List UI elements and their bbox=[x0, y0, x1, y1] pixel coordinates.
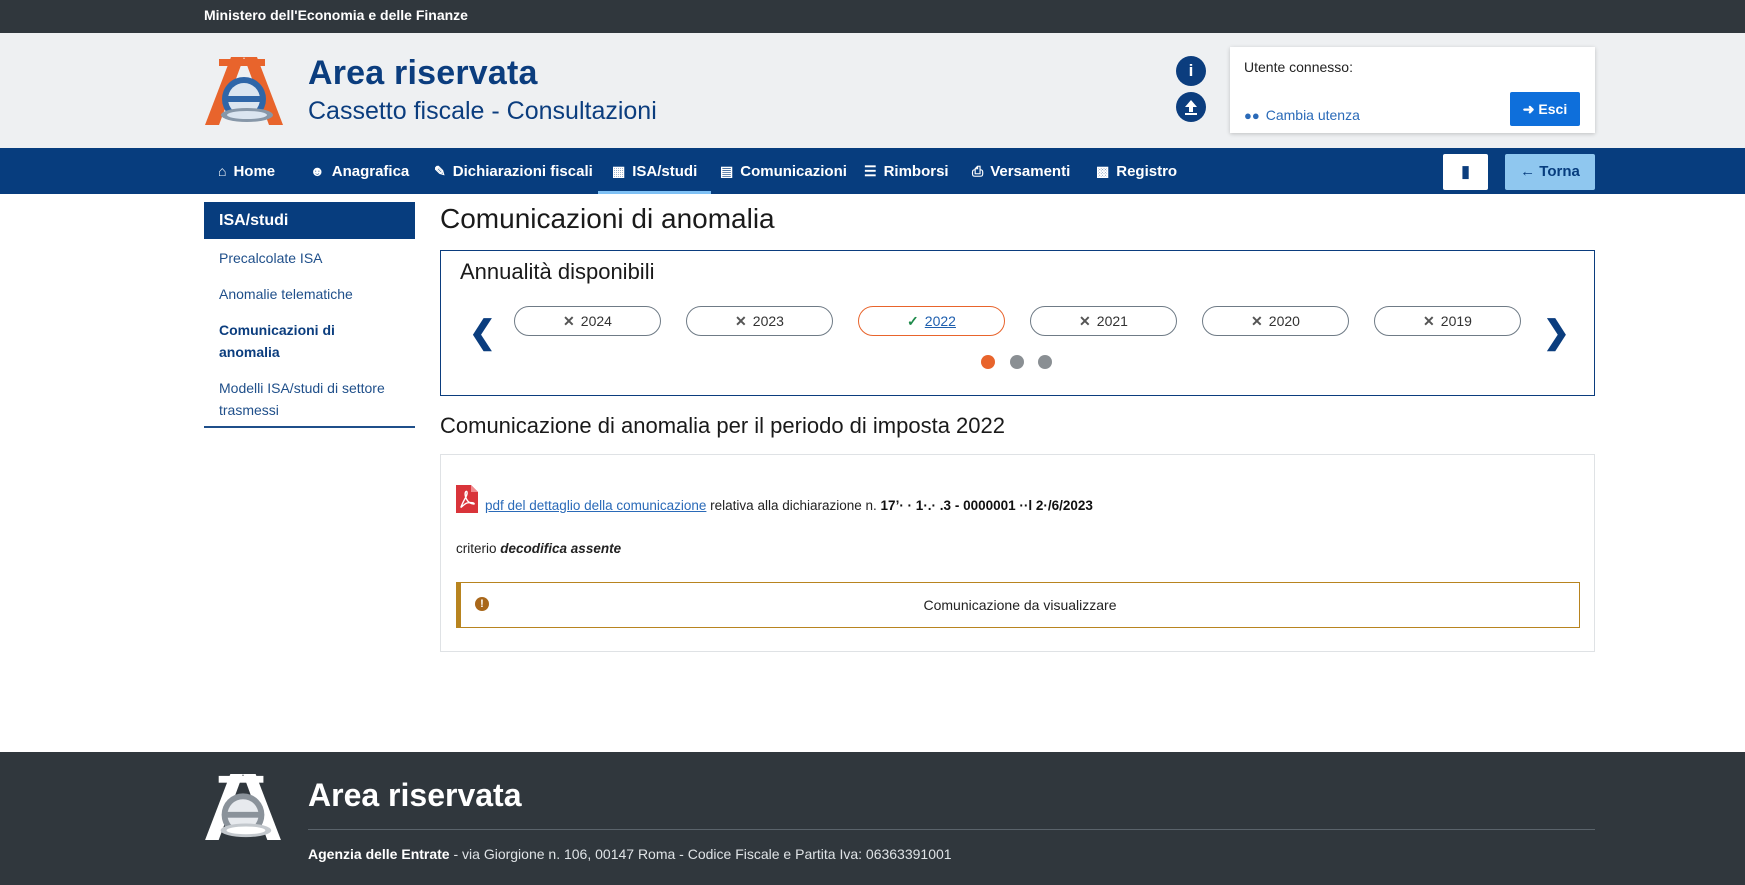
year-label: 2021 bbox=[1096, 313, 1128, 329]
x-icon: ✕ bbox=[1423, 313, 1435, 329]
calculator-icon: ▦ bbox=[612, 163, 626, 179]
sidebar-heading: ISA/studi bbox=[204, 202, 415, 239]
nav-dichiarazioni-label: Dichiarazioni fiscali bbox=[452, 163, 593, 180]
nav-comunicazioni-label: Comunicazioni bbox=[740, 163, 847, 180]
fax-icon: ⎙ bbox=[972, 163, 984, 179]
nav-registro[interactable] bbox=[1096, 148, 1177, 194]
sidebar-item-comunicazioni-anomalia[interactable]: Comunicazioni di anomalia bbox=[219, 322, 335, 360]
logout-button[interactable] bbox=[1510, 92, 1580, 126]
nav-registro-label: Registro bbox=[1116, 163, 1178, 180]
arrow-left-icon: ← bbox=[1520, 163, 1536, 180]
x-icon: ✕ bbox=[563, 313, 575, 329]
area-subtitle: Cassetto fiscale - Consultazioni bbox=[308, 97, 657, 125]
edit-document-icon: ✎ bbox=[434, 163, 446, 179]
book-button[interactable] bbox=[1443, 154, 1488, 190]
criterio-value: decodifica assente bbox=[500, 541, 622, 556]
communication-panel bbox=[440, 454, 1595, 652]
document-icon: ▤ bbox=[720, 163, 734, 179]
sidebar-divider bbox=[204, 426, 415, 428]
nav-anagrafica[interactable] bbox=[310, 148, 409, 194]
footer-title: Area riservata bbox=[308, 777, 522, 813]
year-pill-2020[interactable] bbox=[1202, 306, 1349, 336]
x-icon: ✕ bbox=[735, 313, 747, 329]
footer-address-text: - via Giorgione n. 106, 00147 Roma - Codice Fiscale e Partita Iva: 06363391001 bbox=[449, 846, 952, 862]
user-card-icon: ☻ bbox=[310, 163, 325, 179]
footer-address bbox=[308, 846, 952, 862]
back-label: Torna bbox=[1539, 163, 1580, 180]
year-label: 2022 bbox=[924, 313, 956, 329]
carousel-prev-chevron-icon[interactable]: ❮ bbox=[469, 314, 496, 350]
info-icon[interactable]: i bbox=[1176, 56, 1206, 86]
users-icon: ●● bbox=[1244, 108, 1260, 123]
years-carousel bbox=[440, 250, 1595, 396]
nav-versamenti[interactable] bbox=[972, 148, 1070, 194]
carousel-next-chevron-icon[interactable]: ❯ bbox=[1543, 314, 1570, 350]
page-title: Comunicazioni di anomalia bbox=[440, 203, 775, 234]
sidebar-item-precalcolate[interactable]: Precalcolate ISA bbox=[219, 250, 323, 266]
year-pill-2022[interactable] bbox=[858, 306, 1005, 336]
nav-isa-studi-label: ISA/studi bbox=[632, 163, 698, 180]
switch-user-link[interactable] bbox=[1244, 107, 1360, 123]
ministry-bar bbox=[0, 0, 1745, 33]
check-icon: ✓ bbox=[907, 313, 919, 329]
criterio-line bbox=[456, 541, 621, 556]
carousel-dot-1[interactable] bbox=[981, 355, 995, 369]
upload-icon[interactable] bbox=[1176, 92, 1206, 122]
year-pill-2021[interactable] bbox=[1030, 306, 1177, 336]
home-icon: ⌂ bbox=[218, 163, 227, 179]
back-button[interactable] bbox=[1505, 154, 1595, 190]
area-title: Area riservata bbox=[308, 54, 538, 92]
year-pill-2024[interactable] bbox=[514, 306, 661, 336]
footer-org: Agenzia delle Entrate bbox=[308, 846, 450, 862]
nav-home-label: Home bbox=[233, 163, 276, 180]
carousel-dot-3[interactable] bbox=[1038, 355, 1052, 369]
nav-anagrafica-label: Anagrafica bbox=[331, 163, 410, 180]
nav-rimborsi-label: Rimborsi bbox=[883, 163, 949, 180]
exclamation-icon: ! bbox=[475, 597, 489, 611]
pdf-file-icon bbox=[456, 485, 478, 513]
nav-dichiarazioni[interactable] bbox=[434, 148, 593, 194]
ministry-link[interactable]: Ministero dell'Economia e delle Finanze bbox=[204, 7, 468, 23]
x-icon: ✕ bbox=[1079, 313, 1091, 329]
year-label: 2020 bbox=[1268, 313, 1300, 329]
user-panel bbox=[1230, 47, 1595, 133]
switch-user-label: Cambia utenza bbox=[1265, 107, 1360, 123]
main-nav bbox=[0, 148, 1745, 194]
nav-isa-studi[interactable] bbox=[598, 148, 711, 194]
declaration-number: 17’· · 1·.· .3 - 0000001 ··l 2·/6/2023 bbox=[880, 498, 1093, 513]
year-label: 2023 bbox=[752, 313, 784, 329]
nav-rimborsi[interactable] bbox=[864, 148, 949, 194]
year-pill-2023[interactable] bbox=[686, 306, 833, 336]
pdf-detail-link[interactable]: pdf del dettaglio della comunicazione bbox=[485, 498, 707, 513]
nav-home[interactable] bbox=[218, 148, 275, 194]
pdf-detail-line bbox=[485, 498, 1093, 513]
agenzia-entrate-logo-icon[interactable] bbox=[203, 55, 285, 127]
year-pill-2019[interactable] bbox=[1374, 306, 1521, 336]
header bbox=[0, 33, 1745, 148]
footer-divider bbox=[308, 829, 1595, 830]
year-label: 2024 bbox=[580, 313, 612, 329]
logout-label: Esci bbox=[1538, 100, 1568, 117]
warning-alert bbox=[456, 582, 1580, 628]
section-subtitle: Comunicazione di anomalia per il periodo di imposta 2022 bbox=[440, 413, 1005, 438]
sidebar-item-modelli-trasmessi[interactable]: Modelli ISA/studi di settore trasmessi bbox=[219, 380, 385, 418]
footer bbox=[0, 752, 1745, 885]
nav-versamenti-label: Versamenti bbox=[990, 163, 1071, 180]
carousel-dot-2[interactable] bbox=[1010, 355, 1024, 369]
x-icon: ✕ bbox=[1251, 313, 1263, 329]
sidebar-item-anomalie-telematiche[interactable]: Anomalie telematiche bbox=[219, 286, 353, 302]
book-icon: ▮ bbox=[1460, 162, 1471, 181]
nav-comunicazioni[interactable] bbox=[720, 148, 847, 194]
criterio-label: criterio bbox=[456, 541, 497, 556]
logout-icon: ➜ bbox=[1522, 100, 1535, 117]
alert-text: Comunicazione da visualizzare bbox=[923, 597, 1117, 613]
agenzia-entrate-logo-white-icon bbox=[203, 772, 283, 842]
years-title: Annualità disponibili bbox=[460, 259, 655, 284]
connected-user-label: Utente connesso: bbox=[1244, 59, 1353, 75]
building-icon: ▩ bbox=[1096, 163, 1110, 179]
pdf-detail-text: relativa alla dichiarazione n. bbox=[710, 498, 877, 513]
year-label: 2019 bbox=[1440, 313, 1472, 329]
coins-icon: ☰ bbox=[864, 163, 877, 179]
